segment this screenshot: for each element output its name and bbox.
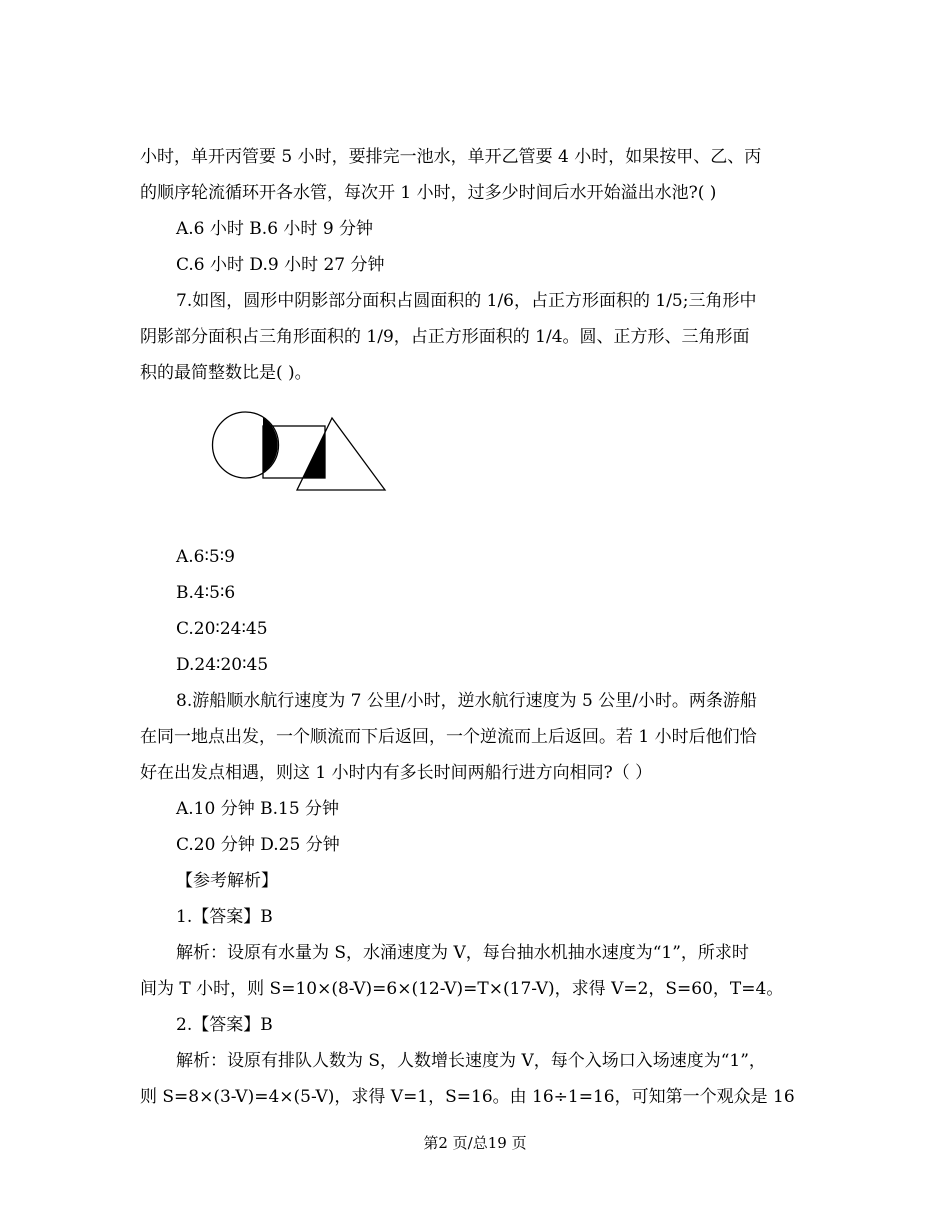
page-number-footer: 第2 页/总19 页 (423, 1134, 527, 1152)
option-line: C.6 小时 D.9 小时 27 分钟 (176, 255, 385, 275)
explanation-line: 解析：设原有水量为 S，水涌速度为 V，每台抽水机抽水速度为“1”，所求时 (176, 943, 749, 963)
text-line: 则 S=8×(3-V)=4×(5-V)，求得 V=1，S=16。由 16÷1=16，可知第一个观众是 16 (140, 1087, 795, 1107)
answer-line: 1.【答案】B (176, 907, 273, 927)
text-line: 间为 T 小时，则 S=10×(8-V)=6×(12-V)=T×(17-V)，求得 V=2，S=60，T=4。 (140, 979, 784, 999)
answer-line: 2.【答案】B (176, 1015, 273, 1035)
text-line: 在同一地点出发，一个顺流而下后返回，一个逆流而上后返回。若 1 小时后他们恰 (140, 727, 757, 747)
option-line: C.20∶24∶45 (176, 619, 268, 639)
option-line: A.10 分钟 B.15 分钟 (176, 799, 340, 819)
text-line: 积的最简整数比是( )。 (140, 363, 312, 383)
text-line: 阴影部分面积占三角形面积的 1/9，占正方形面积的 1/4。圆、正方形、三角形面 (140, 327, 750, 347)
option-line: A.6 小时 B.6 小时 9 分钟 (176, 219, 374, 239)
option-line: B.4∶5∶6 (176, 583, 236, 603)
circle-square-triangle-figure (205, 405, 395, 500)
section-heading: 【参考解析】 (176, 871, 278, 891)
option-line: D.24∶20∶45 (176, 655, 269, 675)
option-line: C.20 分钟 D.25 分钟 (176, 835, 340, 855)
option-line: A.6∶5∶9 (176, 547, 235, 567)
question-line: 7.如图，圆形中阴影部分面积占圆面积的 1/6，占正方形面积的 1/5;三角形中 (176, 291, 757, 311)
text-line: 的顺序轮流循环开各水管，每次开 1 小时，过多少时间后水开始溢出水池?( ) (140, 183, 717, 203)
explanation-line: 解析：设原有排队人数为 S，人数增长速度为 V，每个入场口入场速度为“1”， (176, 1051, 766, 1071)
text-line: 小时，单开丙管要 5 小时，要排完一池水，单开乙管要 4 小时，如果按甲、乙、丙 (140, 147, 762, 167)
question-line: 8.游船顺水航行速度为 7 公里/小时，逆水航行速度为 5 公里/小时。两条游船 (176, 691, 757, 711)
text-line: 好在出发点相遇，则这 1 小时内有多长时间两船行进方向相同?（ ） (140, 763, 653, 783)
